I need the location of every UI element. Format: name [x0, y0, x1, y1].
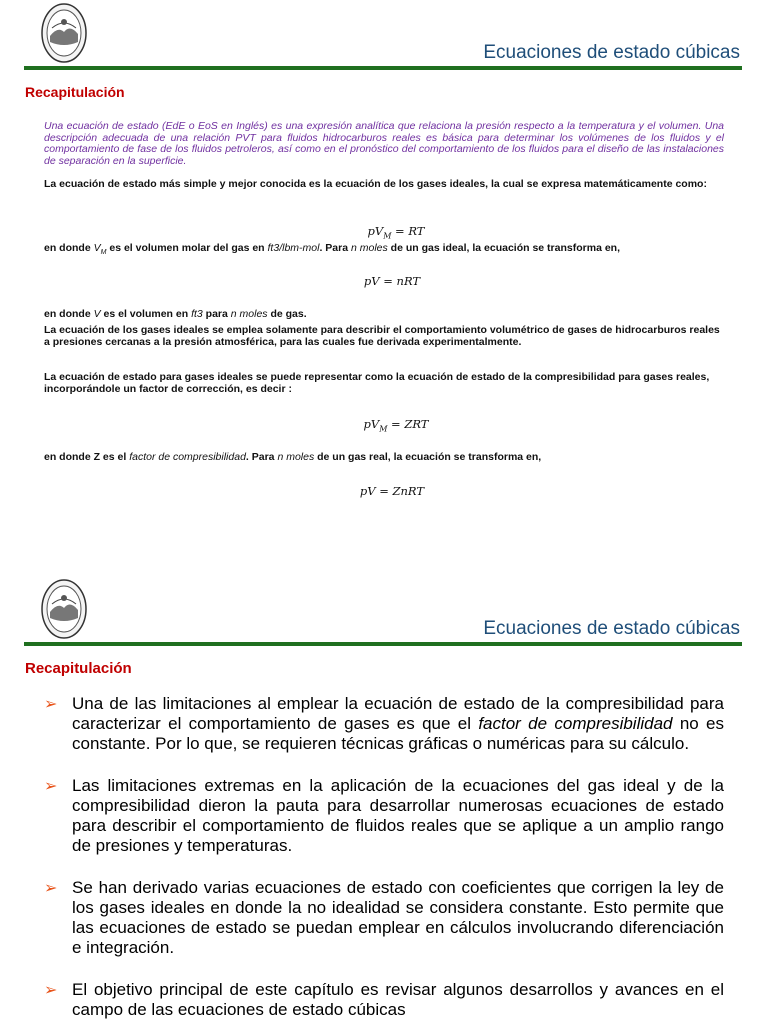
paragraph-ideal-gas-usage: La ecuación de los gases ideales se emplea solamente para describir el comportamiento volumétrico de gases de hidrocarburos reales a presiones cercanas a la presión atmosférica, para las cuales fue derivada experimentalmente.	[44, 324, 720, 348]
bullet-item: ➢ Se han derivado varias ecuaciones de estado con coeficientes que corrigen la ley de los gases ideales en donde la no idealidad se considera constante. Esto permite que las ecuaciones de estado se puedan emplear en cálculos involucrando diferenciación e integración.	[44, 878, 724, 957]
bullet-list	[44, 694, 724, 1024]
equation-pvm-rt: $pV_M$ = RT	[367, 224, 425, 241]
title-divider	[24, 66, 742, 70]
arrow-bullet-icon: ➢	[44, 696, 58, 713]
paragraph-molar-volume: en donde $V_M$ es el volumen molar del gas en ft3/lbm-mol. Para n moles de un gas ideal, la ecuación se transforma en,	[44, 242, 620, 257]
paragraph-ideal-gas: La ecuación de estado más simple y mejor conocida es la ecuación de los gases ideales, la cual se expresa matemáticamente como:	[44, 178, 707, 190]
slide-title: Ecuaciones de estado cúbicas	[483, 618, 740, 639]
section-heading: Recapitulación	[25, 84, 125, 100]
equation-pvm-zrt: $pV_M$ = ZRT	[363, 417, 429, 434]
bullet-item: ➢ Una de las limitaciones al emplear la ecuación de estado de la compresibilidad para caracterizar el comportamiento de gases es que el factor de compresibilidad no es constante. Por lo que, se requieren técnicas gráficas o numéricas para su cálculo.	[44, 694, 725, 753]
intro-paragraph: Una ecuación de estado (EdE o EoS en Inglés) es una expresión analítica que relaciona la presión respecto a la temperatura y el volumen. Una descripción adecuada de una relación PVT para fluidos hidrocarburos reales es básica para determinar los volúmenes de los fluidos y el comportamiento de fase de los fluidos petroleros, así como en el pronóstico del comportamiento de los fluidos para el diseño de las instalaciones de separación en la superficie.	[44, 120, 724, 167]
slide-2	[0, 576, 768, 1024]
equation-pv-nrt: pV = nRT	[363, 274, 421, 288]
university-seal-icon	[40, 578, 88, 640]
bullet-item: ➢ El objetivo principal de este capítulo es revisar algunos desarrollos y avances en el campo de las ecuaciones de estado cúbicas	[44, 980, 724, 1019]
title-divider	[24, 642, 742, 646]
bullet-item: ➢ Las limitaciones extremas en la aplicación de la ecuaciones del gas ideal y de la compresibilidad dieron la pauta para desarrollar numerosas ecuaciones de estado para describir el comportamiento de fluidos reales que se aplique a un amplio rango de presiones y temperaturas.	[44, 776, 724, 855]
paragraph-compressibility: La ecuación de estado para gases ideales se puede representar como la ecuación de estado de la compresibilidad para gases reales, incorporándole un factor de corrección, es decir :	[44, 371, 710, 395]
arrow-bullet-icon: ➢	[44, 982, 58, 999]
paragraph-volume: en donde V es el volumen en ft3 para n moles de gas.	[44, 308, 307, 320]
section-heading: Recapitulación	[25, 660, 132, 677]
paragraph-z-factor: en donde Z es el factor de compresibilidad. Para n moles de un gas real, la ecuación se transforma en,	[44, 451, 542, 463]
arrow-bullet-icon: ➢	[44, 778, 58, 795]
arrow-bullet-icon: ➢	[44, 880, 58, 897]
equation-pv-znrt: pV = ZnRT	[359, 484, 425, 498]
slide-title: Ecuaciones de estado cúbicas	[483, 42, 740, 63]
university-seal-icon	[40, 2, 88, 64]
